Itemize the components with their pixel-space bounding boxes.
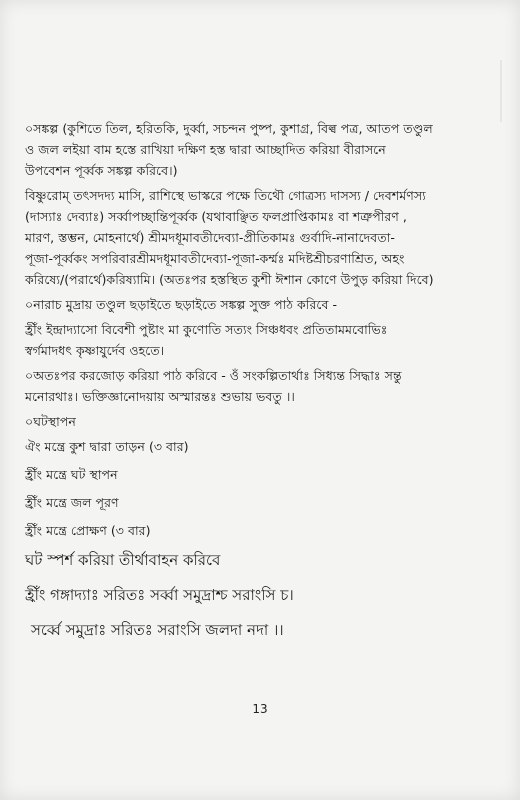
karajor-path <box>25 365 495 407</box>
sankalpa-sukta <box>25 319 495 361</box>
ghata-step <box>25 520 495 541</box>
text-line: ০নারাচ মুদ্রায় তণ্ডুল ছড়াইতে ছড়াইতে সঙ্কল্প সুক্ত পাঠ করিবে - <box>25 297 338 312</box>
sankalpa-mantra <box>25 185 495 290</box>
ghata-step <box>25 492 495 513</box>
text-line: বিষ্ণুরোম্ তৎসদদ্য মাসি, রাশিস্থে ভাস্করে পক্ষে তিথৌ গোত্রস্য দাসস্য / দেবশর্মণস্য <box>25 188 426 203</box>
page-edge-shadow <box>500 60 502 122</box>
text-line: (দাস্যাঃ দেব্যাঃ) সর্ব্বাপচ্ছান্তিপূর্ব্বক (যথাবাঞ্ছিত ফলপ্রাপ্তিকামঃ বা শত্রুপীরণ , <box>25 209 407 224</box>
section-heading: ০ঘটস্থাপন <box>25 414 76 429</box>
page-number: 13 <box>252 702 268 716</box>
text-line: ০সঙ্কল্প (কুশিতে তিল, হরিতকি, দুর্ব্বা, সচন্দন পুষ্প, কুশাগ্র, বিল্ব পত্র, আতপ তণ্ডুল <box>25 121 433 136</box>
sankalpa-instruction <box>25 118 495 181</box>
text-line: উপবেশন পূর্ব্বক সঙ্কল্প করিবে।) <box>25 163 178 178</box>
text-line: মারণ, স্তম্ভন, মোহনার্থে) শ্রীমদধূমাবতীদেব্যা-প্রীতিকামঃ গুর্বাদি-নানাদেবতা- <box>25 230 395 245</box>
tirtha-mantra-continued <box>31 618 495 643</box>
text-line: ০অতঃপর করজোড় করিয়া পাঠ করিবে - ওঁ সংকল্পিতার্থাঃ সিধ্যন্ত সিদ্ধাঃ সন্তু <box>25 368 402 383</box>
text-line: করিষ্যে/(পরার্থে)করিষ্যামি। (অতঃপর হস্তস্থিত কুশী ঈশান কোণে উপুড় করিয়া দিবে) <box>25 272 434 287</box>
text-line: হ্রীঁং মন্ত্রে জল পূরণ <box>25 495 119 510</box>
page-text <box>25 118 495 643</box>
text-line: সর্ব্বে সমুদ্রাঃ সরিতঃ সরাংসি জলদা নদা ।। <box>31 621 284 639</box>
tirtha-mantra <box>25 583 495 608</box>
text-line: হ্রীঁং গঙ্গাদ্যাঃ সরিতঃ সর্ব্বা সমুদ্রাশ্চ সরাংসি চ। <box>25 586 294 604</box>
tirtha-avahan-instruction <box>25 548 495 573</box>
text-line: হ্রীঁং মন্ত্রে ঘট স্থাপন <box>25 467 118 482</box>
text-line: ঘট স্পর্শ করিয়া তীর্থাবাহন করিবে <box>25 551 221 569</box>
text-line: হ্রীঁং মন্ত্রে প্রোক্ষণ (৩ বার) <box>25 523 151 538</box>
narach-mudra-instruction <box>25 294 495 315</box>
text-line: ঐং মন্ত্রে কুশ দ্বারা তাড়ন (৩ বার) <box>25 439 189 454</box>
ghatasthapan-heading <box>25 411 495 432</box>
ghata-step <box>25 436 495 457</box>
text-line: ও জল লইয়া বাম হস্তে রাখিয়া দক্ষিণ হস্ত দ্বারা আচ্ছাদিত করিয়া বীরাসনে <box>25 142 386 157</box>
text-line: স্বর্গমাদধৎ কৃষ্ণাযুর্দেব ওহতে। <box>25 343 165 358</box>
text-line: হ্রীঁং ইন্দ্রাদ্যাসো বিবেশী পুষ্টাং মা কুণোতি সত্যং সিঞ্চধবং প্রতিতামমবোভিঃ <box>25 322 388 337</box>
text-line: মনোরথাঃ। ভক্তিজ্ঞানোদয়ায় অস্মারন্তঃ শুভায় ভবতু ।। <box>25 389 295 404</box>
ghata-step <box>25 464 495 485</box>
text-line: পূজা-পূর্ব্বকং সপরিবারশ্রীমদধূমাবতীদেব্যা-পূজা-কর্ম্মঃ মদিষ্টশ্রীচরণাশ্রিত, অহং <box>25 251 405 266</box>
